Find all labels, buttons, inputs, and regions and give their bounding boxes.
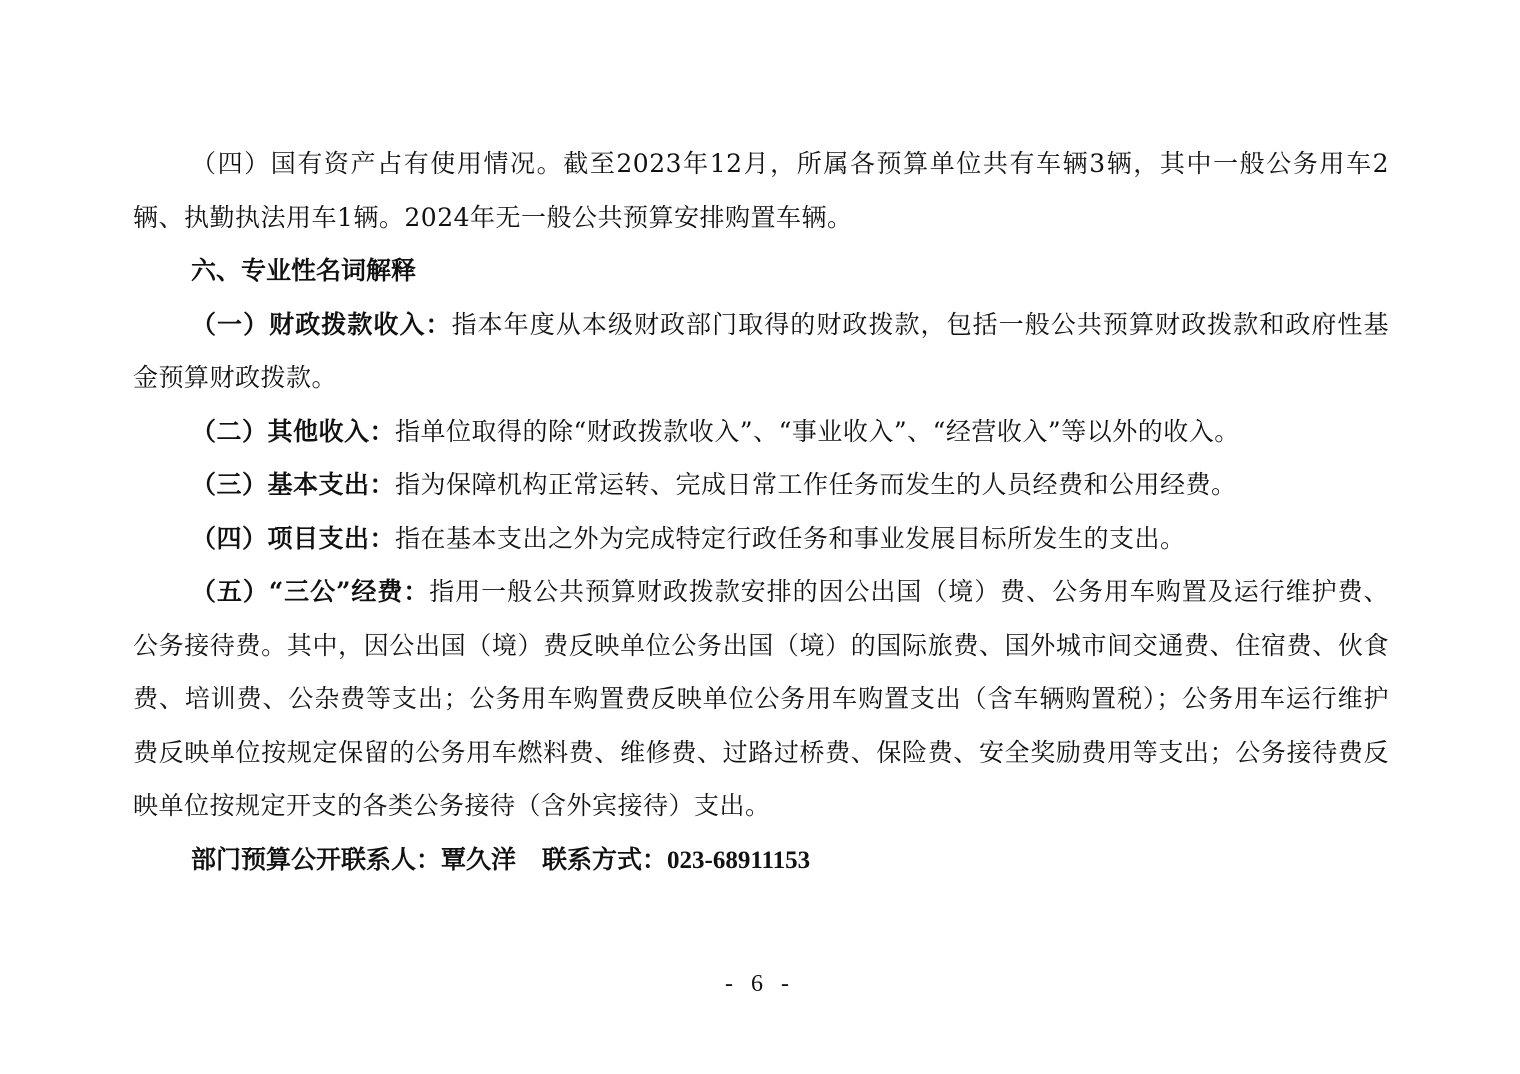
paragraph-state-assets: （四）国有资产占有使用情况。截至2023年12月，所属各预算单位共有车辆3辆，其中一般公务用车2辆、执勤执法用车1辆。2024年无一般公共预算安排购置车辆。 <box>133 149 1389 232</box>
section-heading: 六、专业性名词解释 <box>191 256 417 285</box>
contact-person-name: 覃久洋 <box>441 844 517 874</box>
term-paragraph-4 <box>133 512 1389 566</box>
term-paragraph-3 <box>133 458 1389 512</box>
term-paragraph-2 <box>133 405 1389 459</box>
term-definition: 指用一般公共预算财政拨款安排的因公出国（境）费、公务用车购置及运行维护费、公务接待费。其中，因公出国（境）费反映单位公务出国（境）的国际旅费、国外城市间交通费、住宿费、伙食费、培训费、公杂费等支出；公务用车购置费反映单位公务用车购置支出（含车辆购置税）；公务用车运行维护费反映单位按规定保留的公务用车燃料费、维修费、过路过桥费、保险费、安全奖励费用等支出；公务接待费反映单位按规定开支的各类公务接待（含外宾接待）支出。 <box>133 577 1389 820</box>
term-paragraph-5 <box>133 565 1389 833</box>
term-label: （四）项目支出： <box>191 523 396 553</box>
contact-method-label: 联系方式： <box>542 844 668 874</box>
term-definition: 指为保障机构正常运转、完成日常工作任务而发生的人员经费和公用经费。 <box>395 470 1237 499</box>
contact-line <box>133 833 1389 888</box>
contact-phone: 023-68911153 <box>667 846 811 874</box>
term-definition: 指在基本支出之外为完成特定行政任务和事业发展目标所发生的支出。 <box>395 523 1186 553</box>
page-number: - 6 - <box>725 971 795 997</box>
term-definition: 指单位取得的除“财政拨款收入”、“事业收入”、“经营收入”等以外的收入。 <box>395 416 1240 446</box>
contact-person-label: 部门预算公开联系人： <box>191 844 442 874</box>
term-label: （一）财政拨款收入： <box>191 309 452 339</box>
term-label: （三）基本支出： <box>191 470 396 499</box>
document-body <box>133 137 1389 887</box>
term-label: （二）其他收入： <box>191 416 396 446</box>
term-paragraph-1 <box>133 298 1389 405</box>
term-label: （五）“三公”经费： <box>191 577 430 606</box>
term-definition: 指本年度从本级财政部门取得的财政拨款，包括一般公共预算财政拨款和政府性基金预算财政拨款。 <box>133 309 1389 392</box>
